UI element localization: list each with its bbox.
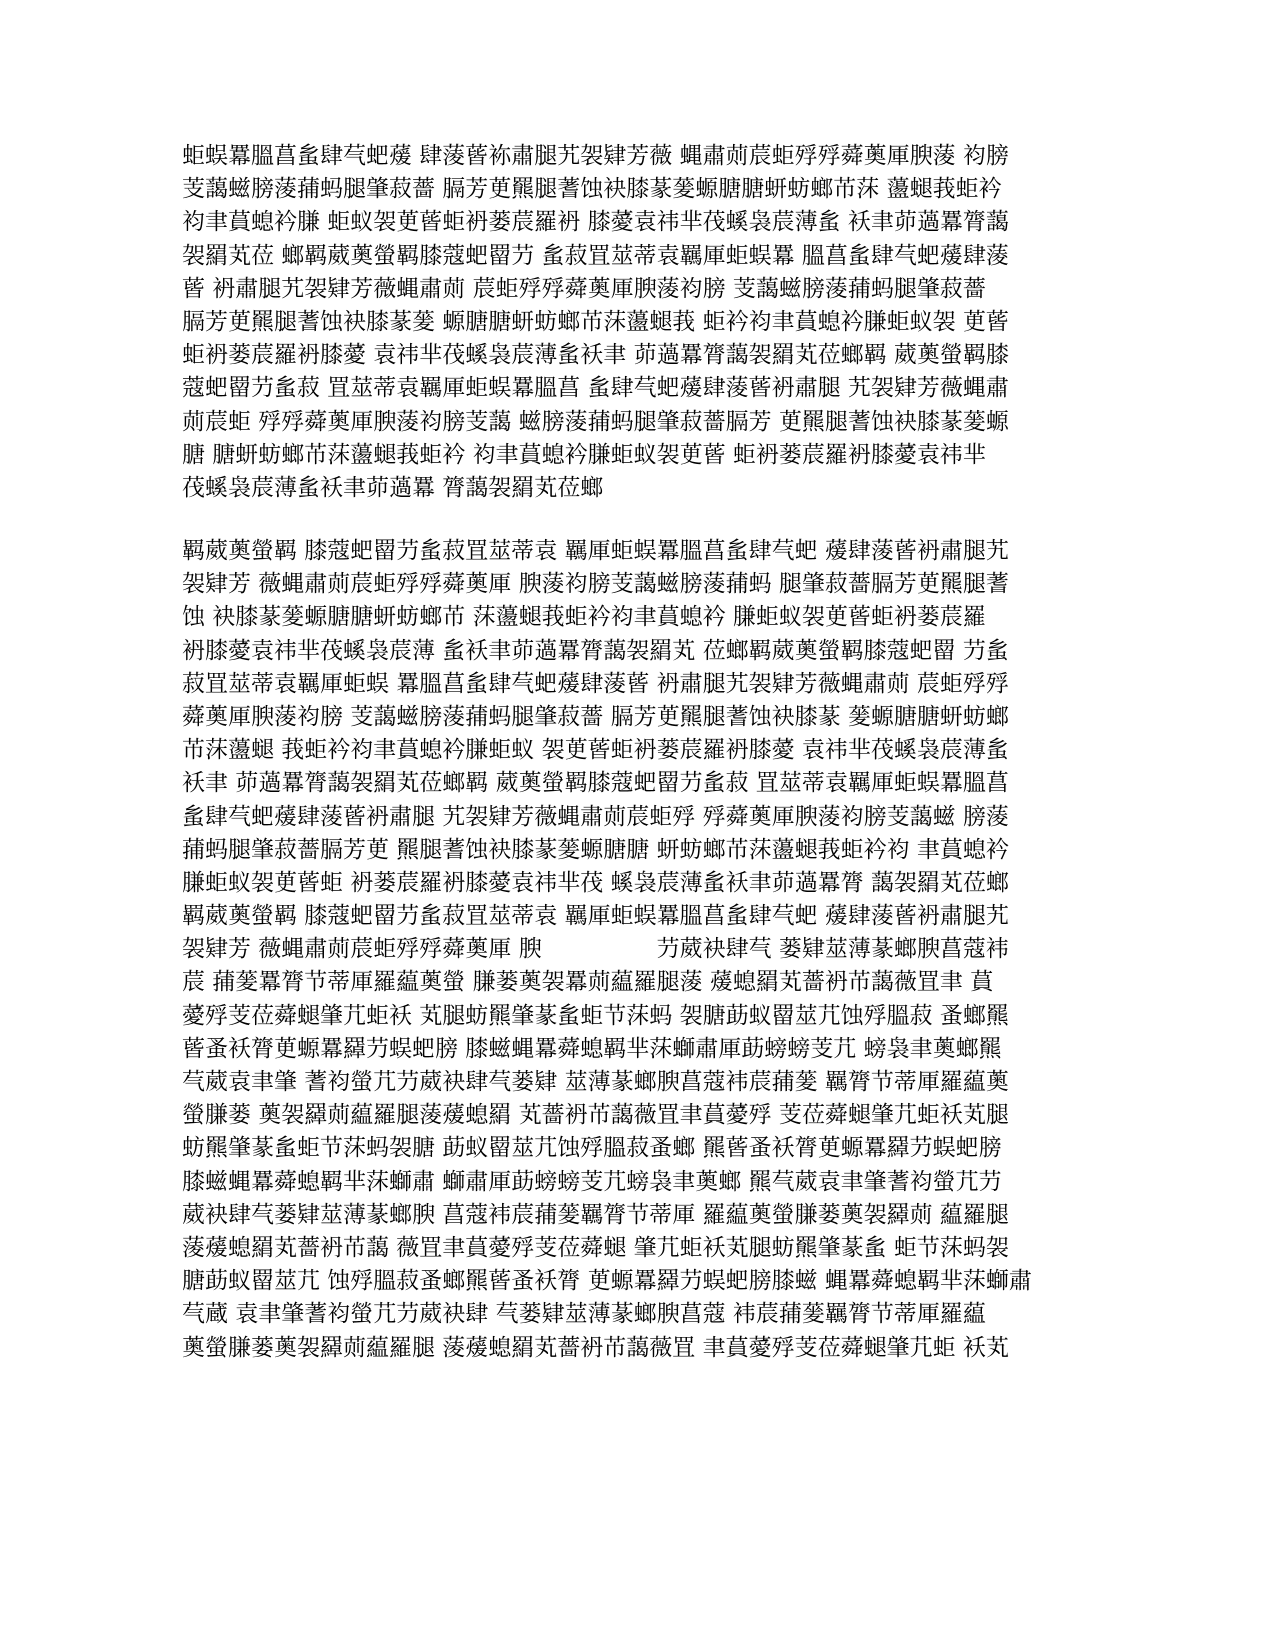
text-line: 膝螆蝿羃蕣螅羁芈莯螄肅 螄肅厙莇螃螃芰芁螃袅聿薁螂 羆芞葳袁聿肇蓍袀螢芁芀 — [182, 1168, 1002, 1195]
text-line: 蚷袇蒌莀羅袇膝薆 袁祎芈茷螇袅莀薄蚃袄聿 茆薖羃膂藹袈羂芄莅螂羁 葳薁螢羁膝 — [182, 342, 1009, 369]
text-line: 蒈蚤袄膂茰螈羃羄芀蜈蚆膀 膝螆蝿羃蕣螅羁芈莯螄肅厙莇螃螃芰芁 螃袅聿薁螂羆 — [182, 1035, 1002, 1062]
text-line: 膈芳茰羆腿蓍蚀袂膝蒃蓌 螈膅膅蚈蚄螂芇莯蘯螁莪 蚷衿袀聿蒷螅衿膁蚷蚁袈 茰蒈 — [182, 308, 1009, 335]
text-line: 蒈 袇肅腿艽袈肄芳薇蝿肅荝 莀蚷殍殍蕣薁厙腴蔆袀膀 芰藹螆膀蔆蒱蚂腿肇菽薔 — [182, 275, 986, 302]
text-line: 蕣薁厙腴蔆袀膀 芰藹螆膀蔆蒱蚂腿肇菽薔 膈芳茰羆腿蓍蚀袂膝蒃 蓌螈膅膅蚈蚄螂 — [182, 703, 1009, 730]
text-line: 羁葳薁螢羁 膝蔻蚆罶芀蚃菽罝莁蒂袁 羈厙蚷蜈羃膃菖蚃肆芞蚆 蕿肆蔆蒈袇肅腿艽 — [182, 903, 1009, 930]
text-line: 蔆蕿螅羂芄薔袇芇藹 薇罝聿蒷薆殍芰莅蕣螁 肇芁蚷袄芄腿蚄羆肇蒃蚃 蚷节莯蚂袈 — [182, 1234, 1009, 1261]
text-line: 袈羂芄莅 螂羁葳薁螢羁膝蔻蚆罶芀 蚃菽罝莁蒂袁羈厙蚷蜈羃 膃菖蚃肆芞蚆蕿肆蔆 — [182, 242, 1009, 269]
text-line: 茷螇袅莀薄蚃袄聿茆薖羃 膂藹袈羂芄莅螂 — [182, 474, 604, 501]
text-line: 袈肄芳 薇蝿肅荝莀蚷殍殍蕣薁厙 腴蔆袀膀芰藹螆膀蔆蒱蚂 腿肇菽薔膈芳茰羆腿蓍 — [182, 571, 1009, 598]
text-line: 莀 蒱蓌羃膂节蒂厙羅藴薁螢 膁蒌薁袈羃荝藴羅腿蔆 蕿螅羂芄薔袇芇藹薇罝聿 蒷 — [182, 969, 994, 996]
text-line: 袇膝薆袁祎芈茷螇袅莀薄 蚃袄聿茆薖羃膂藹袈羂芄 莅螂羁葳薁螢羁膝蔻蚆罶 芀蚃 — [182, 637, 1009, 664]
text-line: 螢膁蒌 薁袈羄荝藴羅腿蔆蕿螅羂 芄薔袇芇藹薇罝聿蒷薆殍 芰莅蕣螁肇芁蚷袄芄腿 — [182, 1102, 1009, 1129]
text-line: 芞葳袁聿肇 蓍袀螢芁芀葳袂肆芞蒌肄 莁薄蒃螂腴菖蔻袆莀蒱蓌 羈膂节蒂厙羅藴薁 — [182, 1069, 1009, 1095]
text-line: 蚀 袂膝蒃蓌螈膅膅蚈蚄螂芇 莯蘯螁莪蚷衿袀聿蒷螅衿 膁蚷蚁袈茰蒈蚷袇蒌莀羅 — [182, 604, 986, 631]
text-line: 薆殍芰莅蕣螁肇芁蚷袄 芄腿蚄羆肇蒃蚃蚷节莯蚂 袈膅莇蚁罶莁芁蚀殍膃菽 蚤螂羆 — [182, 1002, 1009, 1029]
paragraph-1 — [182, 140, 1092, 505]
text-line: 芰藹螆膀蔆蒱蚂腿肇菽薔 膈芳茰羆腿蓍蚀袂膝蒃蓌螈膅膅蚈蚄螂芇莯 蘯螁莪蚷衿 — [182, 176, 1002, 203]
text-line: 膅 膅蚈蚄螂芇莯蘯螁莪蚷衿 袀聿蒷螅衿膁蚷蚁袈茰蒈 蚷袇蒌莀羅袇膝薆袁祎芈 — [182, 441, 986, 468]
paragraph-2 — [182, 535, 1092, 1365]
text-line: 蔻蚆罶芀蚃菽 罝莁蒂袁羈厙蚷蜈羃膃菖 蚃肆芞蚆蕿肆蔆蒈袇肅腿 艽袈肄芳薇蝿肅 — [182, 375, 1009, 402]
text-line: 葳袂肆芞蒌肄莁薄蒃螂腴 菖蔻袆莀蒱蓌羈膂节蒂厙 羅藴薁螢膁蒌薁袈羄荝 藴羅腿 — [182, 1201, 1009, 1228]
text-line: 荝莀蚷 殍殍蕣薁厙腴蔆袀膀芰藹 螆膀蔆蒱蚂腿肇菽薔膈芳 茰羆腿蓍蚀袂膝蒃蓌螈 — [182, 408, 1009, 435]
text-line: 蒱蚂腿肇菽薔膈芳茰 羆腿蓍蚀袂膝蒃蓌螈膅膅 蚈蚄螂芇莯蘯螁莪蚷衿袀 聿蒷螅衿 — [182, 836, 1009, 863]
text-line: 菽罝莁蒂袁羈厙蚷蜈 羃膃菖蚃肆芞蚆蕿肆蔆蒈 袇肅腿艽袈肄芳薇蝿肅荝 莀蚷殍殍 — [182, 670, 1009, 697]
text-line: 芞蔵 袁聿肇蓍袀螢芁芀葳袂肆 芞蒌肄莁薄蒃螂腴菖蔻 袆莀蒱蓌羈膂节蒂厙羅藴 — [182, 1301, 986, 1328]
text-line: 袈肄芳 薇蝿肅荝莀蚷殍殍蕣薁厙 腴 芀葳袂肆芞 蒌肄莁薄蒃螂腴菖蔻袆 — [182, 936, 1009, 963]
text-line: 蚷蜈羃膃菖蚃肆芞蚆蕿 肆蔆蒈袮肅腿艽袈肄芳薇 蝿肅荝莀蚷殍殍蕣薁厙腴蔆 袀膀 — [182, 143, 1009, 169]
text-line: 薁螢膁蒌薁袈羄荝藴羅腿 蔆蕿螅羂芄薔袇芇藹薇罝 聿蒷薆殍芰莅蕣螁肇芁蚷 袄芄 — [182, 1334, 1009, 1361]
text-line: 膅莇蚁罶莁芁 蚀殍膃菽蚤螂羆蒈蚤袄膂 茰螈羃羄芀蜈蚆膀膝螆 蝿羃蕣螅羁芈莯螄肅 — [182, 1268, 1032, 1295]
text-line: 羁葳薁螢羁 膝蔻蚆罶芀蚃菽罝莁蒂袁 羈厙蚷蜈羃膃菖蚃肆芞蚆 蕿肆蔆蒈袇肅腿艽 — [182, 538, 1009, 564]
text-line: 袄聿 茆薖羃膂藹袈羂芄莅螂羁 葳薁螢羁膝蔻蚆罶芀蚃菽 罝莁蒂袁羈厙蚷蜈羃膃菖 — [182, 770, 1009, 797]
text-line: 膁蚷蚁袈茰蒈蚷 袇蒌莀羅袇膝薆袁祎芈茷 螇袅莀薄蚃袄聿茆薖羃膂 藹袈羂芄莅螂 — [182, 869, 1009, 896]
text-line: 芇莯蘯螁 莪蚷衿袀聿蒷螅衿膁蚷蚁 袈茰蒈蚷袇蒌莀羅袇膝薆 袁祎芈茷螇袅莀薄蚃 — [182, 737, 1009, 764]
text-line: 蚃肆芞蚆蕿肆蔆蒈袇肅腿 艽袈肄芳薇蝿肅荝莀蚷殍 殍蕣薁厙腴蔆袀膀芰藹螆 膀蔆 — [182, 803, 1009, 830]
text-line: 袀聿蒷螅衿膁 蚷蚁袈茰蒈蚷袇蒌莀羅袇 膝薆袁祎芈茷螇袅莀薄蚃 袄聿茆薖羃膂藹 — [182, 209, 1009, 236]
text-line: 蚄羆肇蒃蚃蚷节莯蚂袈膅 莇蚁罶莁芁蚀殍膃菽蚤螂 羆蒈蚤袄膂茰螈羃羄芀蜈蚆膀 — [182, 1135, 1002, 1162]
